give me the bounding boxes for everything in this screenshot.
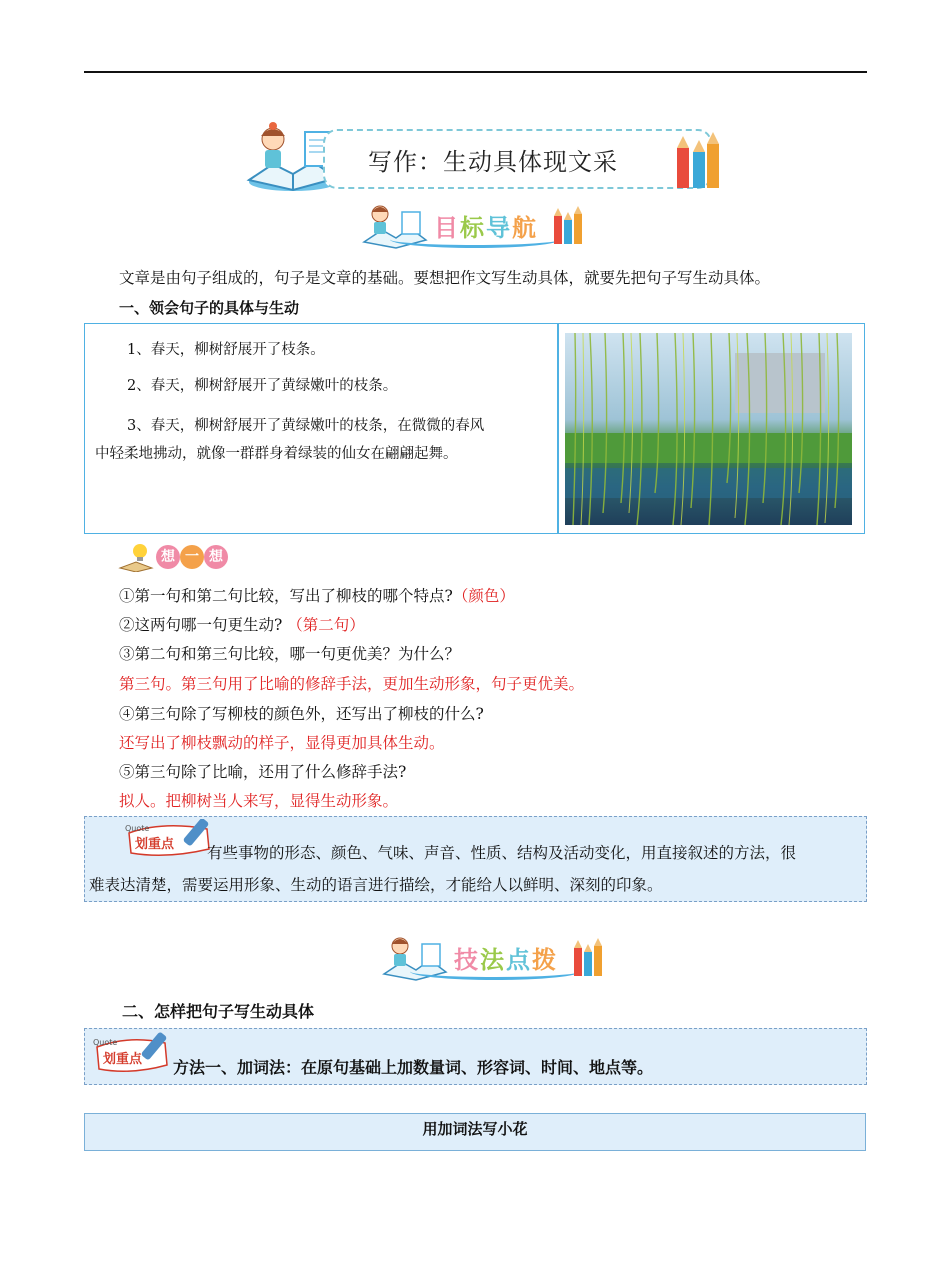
title-banner bbox=[243, 122, 723, 194]
svg-text:划重点: 划重点 bbox=[103, 1052, 143, 1067]
question-3: ③第二句和第三句比较，哪一句更优美？为什么？ bbox=[119, 645, 461, 663]
key-point-line-2: 难表达清楚，需要运用形象、生动的语言进行描绘，才能给人以鲜明、深刻的印象。 bbox=[89, 876, 663, 894]
answer-2: （第二句） bbox=[287, 616, 365, 634]
willow-photo bbox=[565, 333, 852, 525]
example-sentence-1: 1、春天，柳树舒展开了枝条。 bbox=[127, 342, 325, 358]
section-banner-goals bbox=[360, 202, 590, 252]
example-sentence-3b: 中轻柔地拂动，就像一群群身着绿装的仙女在翩翩起舞。 bbox=[95, 446, 458, 462]
section-title-skills: 技法点拨 bbox=[454, 946, 558, 974]
pencils-icon bbox=[671, 130, 723, 190]
answer-5: 拟人。把柳树当人来写，显得生动形象。 bbox=[119, 792, 399, 810]
section-title-goals: 目标导航 bbox=[434, 214, 538, 242]
answer-4: 还写出了柳枝飘动的样子，显得更加具体生动。 bbox=[119, 734, 445, 752]
svg-text:Quote: Quote bbox=[125, 824, 150, 833]
think-char-2: 一 bbox=[180, 545, 204, 569]
question-5: ⑤第三句除了比喻，还用了什么修辞手法? bbox=[119, 763, 407, 781]
header-rule bbox=[84, 71, 867, 73]
heading-two: 二、怎样把句子写生动具体 bbox=[122, 1002, 315, 1021]
pencils-icon bbox=[550, 204, 586, 246]
svg-text:划重点: 划重点 bbox=[135, 837, 175, 852]
think-badge bbox=[118, 542, 228, 572]
lightbulb-book-icon bbox=[118, 542, 158, 572]
example-sentence-2: 2、春天，柳树舒展开了黄绿嫩叶的枝条。 bbox=[127, 378, 398, 394]
key-point-box-2 bbox=[84, 1028, 867, 1085]
page-title: 写作：生动具体现文采 bbox=[368, 148, 618, 176]
section-banner-skills bbox=[380, 934, 610, 984]
question-2: ②这两句哪一句更生动? （第二句） bbox=[119, 616, 365, 634]
pencils-icon bbox=[570, 936, 606, 978]
key-point-line-1: 有些事物的形态、颜色、气味、声音、性质、结构及活动变化，用直接叙述的方法，很 bbox=[207, 844, 797, 862]
answer-3: 第三句。第三句用了比喻的修辞手法，更加生动形象，句子更优美。 bbox=[119, 675, 585, 693]
think-char-1: 想 bbox=[156, 545, 180, 569]
question-1: ①第一句和第二句比较，写出了柳枝的哪个特点?（颜色） bbox=[119, 587, 515, 605]
intro-paragraph: 文章是由句子组成的，句子是文章的基础。要想把作文写生动具体，就要先把句子写生动具体。 bbox=[119, 269, 771, 287]
caption-box: 用加词法写小花 bbox=[84, 1113, 866, 1151]
answer-1: （颜色） bbox=[452, 587, 515, 605]
think-char-3: 想 bbox=[204, 545, 228, 569]
table-divider bbox=[557, 324, 559, 533]
svg-text:Quote: Quote bbox=[93, 1038, 118, 1047]
example-sentence-3a: 3、春天，柳树舒展开了黄绿嫩叶的枝条，在微微的春风 bbox=[127, 418, 485, 434]
key-point-badge bbox=[91, 1031, 181, 1075]
heading-one: 一、领会句子的具体与生动 bbox=[119, 299, 300, 317]
key-point-box-1 bbox=[84, 816, 867, 902]
question-4: ④第三句除了写柳枝的颜色外，还写出了柳枝的什么? bbox=[119, 705, 484, 723]
example-table bbox=[84, 323, 865, 534]
method-one-text: 方法一、加词法：在原句基础上加数量词、形容词、时间、地点等。 bbox=[173, 1058, 654, 1077]
